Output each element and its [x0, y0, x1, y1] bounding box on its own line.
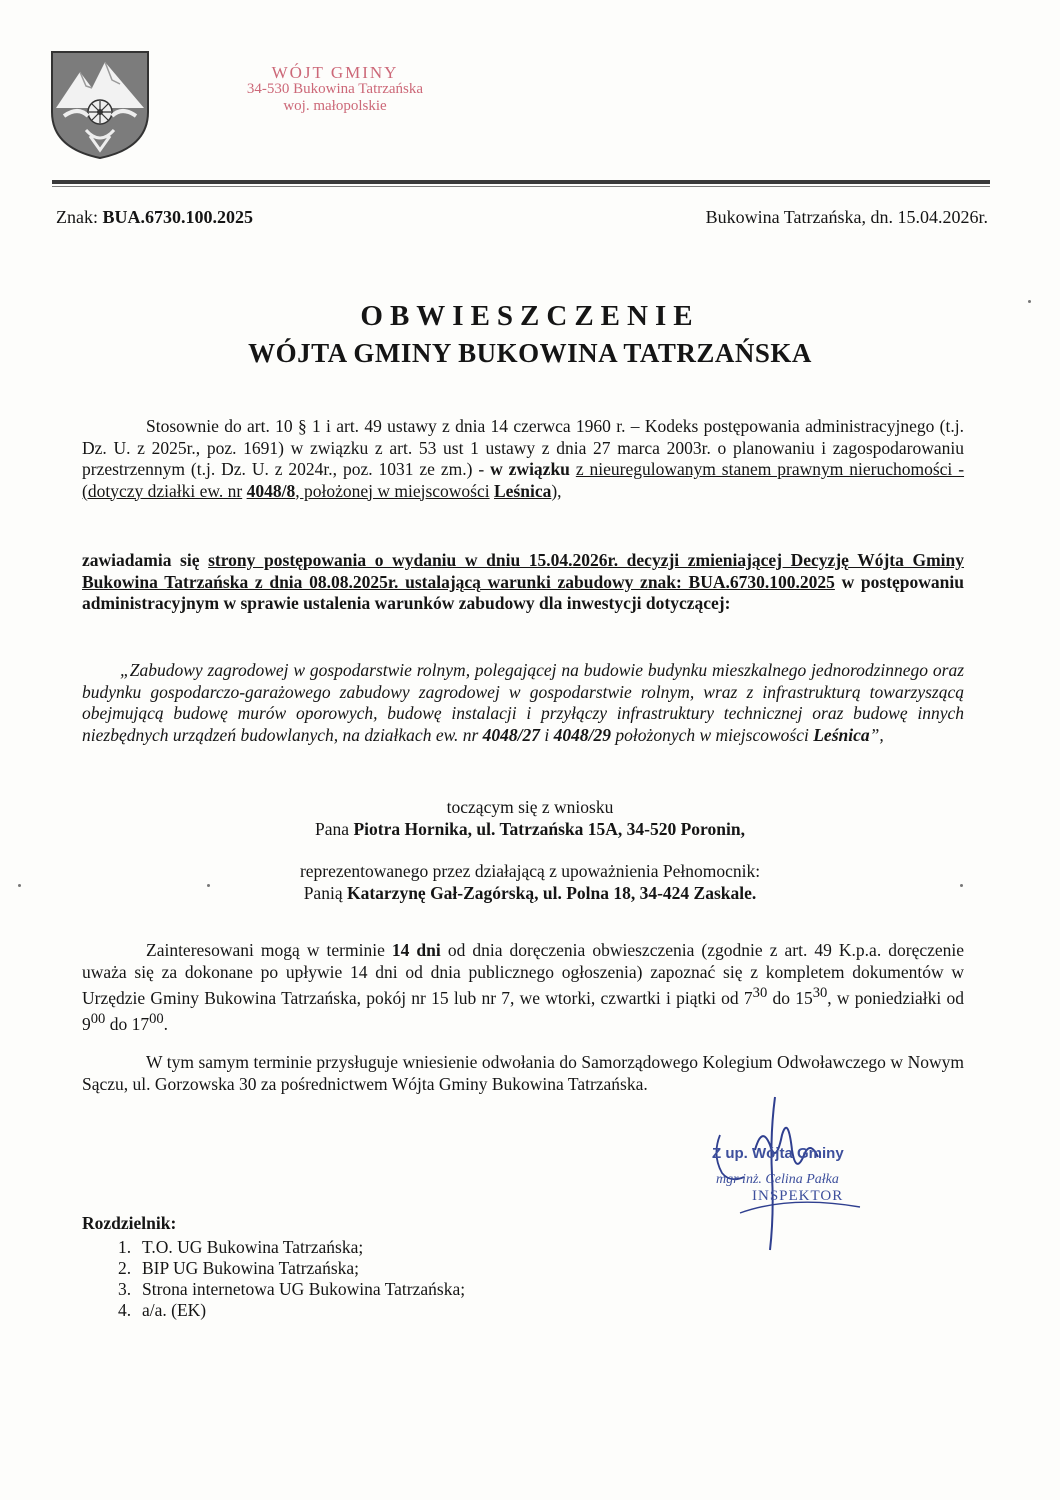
list-item-number: 4. — [118, 1300, 132, 1320]
place-date: Bukowina Tatrzańska, dn. 15.04.2026r. — [705, 207, 988, 227]
scan-speck — [207, 884, 210, 887]
stamp-line-1: WÓJT GMINY — [271, 63, 399, 82]
proceeding-line: toczącym się z wniosku — [446, 797, 614, 817]
intro-bold-tail: w związku — [490, 459, 570, 479]
interested-days: 14 dni — [391, 940, 441, 960]
hour-1: 7 — [743, 987, 753, 1008]
coat-of-arms-logo — [50, 50, 150, 160]
list-item — [118, 1300, 465, 1321]
stamp-line-3: woj. małopolskie — [283, 98, 387, 114]
reference-value: BUA.6730.100.2025 — [102, 207, 254, 227]
interested-mid: , w poniedziałki od — [827, 987, 965, 1008]
list-item-text: BIP UG Bukowina Tatrzańska; — [142, 1258, 360, 1278]
list-item-text: Strona internetowa UG Bukowina Tatrzańska; — [142, 1279, 466, 1299]
minute-1: 30 — [752, 985, 768, 1001]
intro-underlined-mid: , położonej w miejscowości — [295, 480, 490, 501]
header-divider-thin — [52, 186, 990, 187]
applicant-name: Piotra Hornika, ul. Tatrzańska 15A, 34-520 Poronin, — [353, 818, 745, 839]
interested-end: . — [163, 1014, 169, 1035]
representative-prefix: Panią — [303, 882, 343, 903]
investment-quote — [82, 660, 964, 746]
minute-3: 00 — [90, 1011, 106, 1028]
notify-lead: zawiadamia się — [82, 550, 200, 570]
quote-place: Leśnica — [813, 724, 870, 745]
to-2: do — [109, 1014, 128, 1035]
representative-name-line — [0, 883, 1060, 905]
document-subtitle: WÓJTA GMINY BUKOWINA TATRZAŃSKA — [248, 338, 812, 368]
minute-4: 00 — [149, 1011, 164, 1028]
applicant-prefix: Pana — [315, 818, 350, 839]
quote-conj: i — [544, 724, 550, 745]
list-item-number: 3. — [118, 1279, 132, 1299]
signature-line-2: mgr inż. Celina Pałka — [716, 1172, 839, 1187]
signature-stamp — [712, 1145, 902, 1205]
list-item — [118, 1279, 465, 1300]
hour-4: 17 — [131, 1014, 150, 1035]
reference-number — [56, 207, 253, 228]
intro-place: Leśnica — [493, 480, 552, 501]
appeal-paragraph — [82, 1052, 964, 1095]
intro-underlined-start: z nieuregulowanym stanem prawnym nieruchomości - (dotyczy działki ew. nr — [82, 459, 965, 501]
representative-name: Katarzynę Gał-Zagórską, ul. Polna 18, 34-424 Zaskale. — [346, 882, 757, 903]
intro-plot-number: 4048/8 — [246, 480, 296, 501]
representative-block — [0, 861, 1060, 904]
distribution-list — [118, 1237, 465, 1321]
scan-speck — [960, 884, 963, 887]
intro-closing: ), — [551, 480, 562, 501]
hour-2: 15 — [795, 987, 813, 1008]
signature-line-1: Z up. Wójta Gminy — [712, 1145, 844, 1162]
intro-text: Stosownie do art. 10 § 1 i art. 49 ustawy z dnia 14 czerwca 1960 r. – Kodeks postępowania administracyjnego (t.j. Dz. U. z 2025r., poz. 1691) w związku z art. 53 ust 1 ustawy z dnia 27 marca 2003r. o planowaniu i zagospodarowaniu przestrzennym (t.j. Dz. U. z 2024r., poz. 1031 ze zm.) - — [82, 416, 964, 479]
representative-line: reprezentowanego przez działającą z upoważnienia Pełnomocnik: — [299, 861, 761, 881]
distribution-heading: Rozdzielnik: — [82, 1213, 177, 1233]
office-stamp — [230, 64, 440, 115]
interested-paragraph — [82, 940, 964, 1036]
signature-line-3: INSPEKTOR — [752, 1188, 844, 1204]
proceeding-block — [0, 797, 1060, 840]
quote-end: ”, — [869, 724, 884, 745]
intro-paragraph — [82, 416, 964, 502]
notify-tail: w postępowaniu administracyjnym w sprawie ustalenia warunków zabudowy dla inwestycji dotyczącej: — [82, 571, 965, 613]
quote-loc: położonych w miejscowości — [615, 724, 809, 745]
appeal-text: W tym samym terminie przysługuje wniesienie odwołania do Samorządowego Kolegium Odwoławczego w Nowym Sączu, ul. Gorzowska 30 za pośrednictwem Wójta Gminy Bukowina Tatrzańska. — [82, 1052, 964, 1094]
quote-plot-2: 4048/29 — [553, 724, 612, 745]
quote-text: „Zabudowy zagrodowej w gospodarstwie rolnym, polegającej na budowie budynku mieszkalnego jednorodzinnego oraz budynku gospodarczo-garażowego zabudowy zagrodowej w gospodarstwie rolnym, wraz z infrastrukturą towarzyszącą obejmującą budowę murów oporowych, budowę instalacji i przyłączy infrastruktury technicznej oraz budowę innych niezbędnych urządzeń budowlanych, na działkach ew. nr — [82, 660, 964, 745]
header-divider — [52, 180, 990, 184]
list-item-number: 2. — [118, 1258, 132, 1278]
scan-speck — [1028, 300, 1031, 303]
to-1: do — [772, 987, 790, 1008]
hour-3: 9 — [82, 1014, 91, 1035]
interested-part-2: od dnia doręczenia obwieszczenia (zgodnie z art. 49 K.p.a. doręczenie uważa się za dokonane po upływie 14 dni od dnia publicznego ogłoszenia) zapoznać się z kompletem dokumentów w Urzędzie Gminy Bukowina Tatrzańska, pokój nr 15 lub nr 7, we wtorki, czwartki i piątki od — [82, 940, 965, 1008]
notify-underlined: strony postępowania o wydaniu w dniu 15.04.2026r. decyzji zmieniającej Decyzję Wójta Gminy Bukowina Tatrzańska z dnia 08.08.2025r. ustalającą warunki zabudowy znak: BUA.6730.100.2025 — [82, 550, 964, 592]
applicant-line — [0, 819, 1060, 841]
stamp-line-2: 34-530 Bukowina Tatrzańska — [246, 81, 424, 97]
interested-part-1: Zainteresowani mogą w terminie — [146, 940, 385, 960]
list-item-number: 1. — [118, 1237, 132, 1257]
reference-label: Znak: — [56, 207, 98, 227]
notification-paragraph — [82, 550, 964, 615]
list-item-text: T.O. UG Bukowina Tatrzańska; — [142, 1237, 364, 1257]
scan-speck — [18, 884, 21, 887]
quote-plot-1: 4048/27 — [482, 724, 541, 745]
list-item-text: a/a. (EK) — [142, 1300, 207, 1320]
minute-2: 30 — [812, 985, 828, 1001]
list-item — [118, 1237, 465, 1258]
document-title: OBWIESZCZENIE — [360, 300, 700, 332]
list-item — [118, 1258, 465, 1279]
